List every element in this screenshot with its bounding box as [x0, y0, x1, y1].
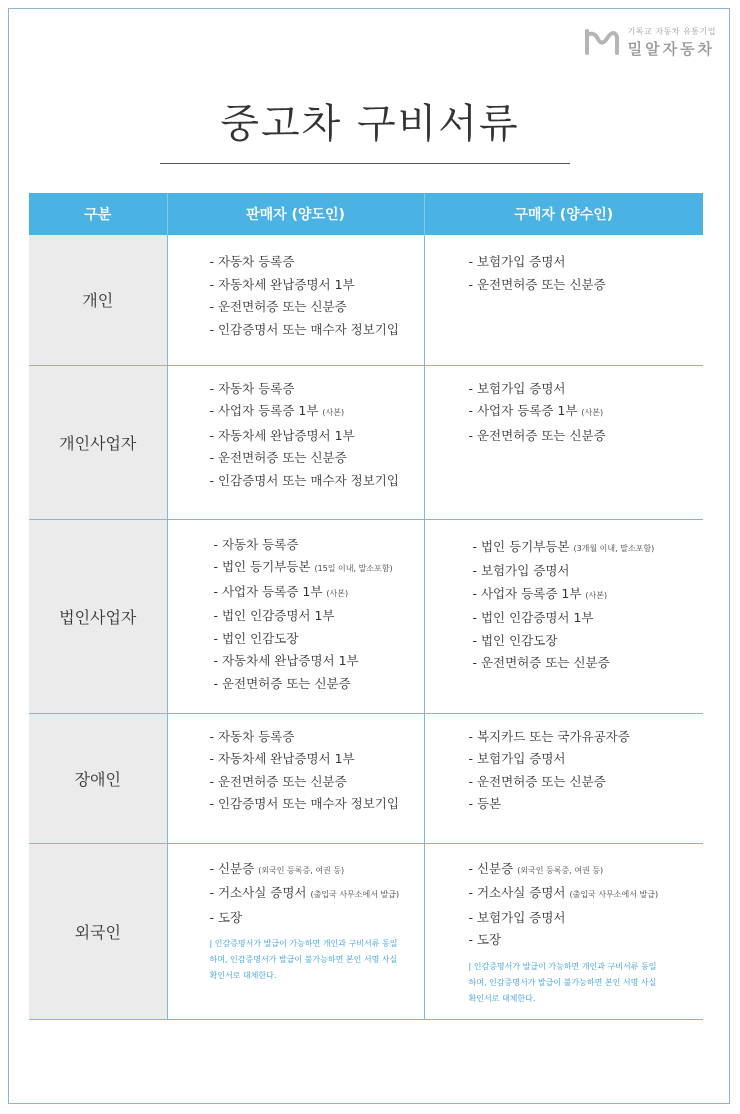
seller-documents-cell	[167, 713, 424, 843]
list-item	[210, 296, 424, 319]
seller-documents-list	[214, 534, 424, 696]
item-note: (외국인 등록증, 여권 등)	[517, 865, 604, 875]
header-seller: 판매자 (양도인)	[167, 193, 424, 235]
buyer-documents-list	[469, 726, 704, 816]
item-text: - 법인 인감증명서 1부	[213, 608, 335, 623]
row-category: 개인	[29, 235, 167, 365]
seller-documents-cell	[167, 235, 424, 365]
list-item	[469, 929, 704, 952]
item-text: - 운전면허증 또는 신분증	[468, 773, 606, 789]
list-item	[210, 907, 424, 930]
list-item	[469, 907, 704, 930]
item-text: - 운전면허증 또는 신분증	[209, 299, 347, 314]
list-item	[210, 251, 424, 274]
list-item	[473, 607, 704, 630]
buyer-documents-list	[469, 858, 704, 952]
item-note: (3개월 이내, 말소포함)	[573, 543, 655, 553]
item-note: (15일 이내, 말소포함)	[314, 564, 393, 573]
list-item	[210, 470, 424, 493]
list-item	[210, 274, 424, 297]
item-text: - 인감증명서 또는 매수자 정보기입	[209, 321, 399, 337]
row-category: 장애인	[29, 713, 167, 843]
item-text: - 자동차 등록증	[209, 380, 295, 396]
row-category: 법인사업자	[29, 519, 167, 713]
list-item	[469, 274, 704, 297]
seller-documents-cell	[167, 519, 424, 713]
item-text: - 사업자 등록증 1부	[468, 403, 578, 418]
item-note: (사본)	[585, 590, 608, 600]
item-note: (출입국 사무소에서 발급)	[310, 890, 400, 899]
list-item	[210, 748, 424, 771]
item-text: - 운전면허증 또는 신분증	[209, 773, 347, 789]
list-item	[473, 536, 704, 561]
list-item	[469, 425, 704, 448]
list-item	[469, 726, 704, 749]
table-row	[29, 713, 703, 843]
item-text: - 보험가입 증명서	[472, 563, 570, 578]
seller-documents-cell	[167, 365, 424, 519]
item-text: - 법인 등기부등본	[472, 538, 570, 554]
page-title: 중고차 구비서류	[220, 101, 520, 147]
item-text: - 도장	[209, 909, 243, 925]
brand-logo	[584, 24, 716, 60]
list-item	[210, 771, 424, 794]
table-row	[29, 365, 703, 519]
list-item	[214, 534, 424, 557]
buyer-documents-cell	[424, 713, 703, 843]
item-text: - 법인 인감도장	[213, 630, 299, 646]
item-text: - 운전면허증 또는 신분증	[213, 675, 351, 691]
item-text: - 자동차 등록증	[209, 254, 295, 269]
item-note: (사본)	[326, 588, 349, 598]
item-text: - 거소사실 증명서	[468, 885, 566, 900]
item-text: - 운전면허증 또는 신분증	[468, 276, 606, 292]
item-text: - 신분증	[209, 860, 255, 876]
buyer-documents-cell	[424, 365, 703, 519]
list-item	[473, 583, 704, 608]
list-item	[210, 858, 424, 883]
list-item	[469, 400, 704, 425]
buyer-documents-list	[473, 536, 704, 675]
list-item	[210, 882, 424, 907]
table-row	[29, 519, 703, 713]
list-item	[469, 858, 704, 883]
item-text: - 보험가입 증명서	[468, 380, 566, 396]
table-row	[29, 235, 703, 365]
list-item	[469, 793, 704, 816]
item-text: - 법인 인감도장	[472, 632, 558, 648]
list-item	[469, 378, 704, 401]
logo-text	[628, 26, 716, 59]
list-item	[210, 319, 424, 342]
row-category: 개인사업자	[29, 365, 167, 519]
buyer-documents-list	[469, 251, 704, 296]
table-header-row	[29, 193, 703, 235]
item-text: - 운전면허증 또는 신분증	[209, 450, 347, 465]
item-text: - 운전면허증 또는 신분증	[468, 427, 606, 443]
list-item	[469, 251, 704, 274]
item-text: - 자동차 등록증	[213, 536, 299, 552]
list-item	[473, 560, 704, 583]
item-text: - 인감증명서 또는 매수자 정보기입	[209, 796, 399, 811]
list-item	[214, 556, 424, 581]
list-item	[469, 771, 704, 794]
buyer-documents-cell	[424, 843, 703, 1019]
item-text: - 자동차세 완납증명서 1부	[209, 427, 355, 443]
item-text: - 보험가입 증명서	[468, 751, 566, 766]
item-text: - 운전면허증 또는 신분증	[472, 655, 610, 670]
item-text: - 보험가입 증명서	[468, 909, 566, 925]
list-item	[469, 882, 704, 907]
seller-documents-list	[210, 726, 424, 816]
list-item	[210, 447, 424, 470]
buyer-footnote: | 인감증명서가 발급이 가능하면 개인과 구비서류 동일하며, 인감증명서가 발급이 불가능하면 본인 서명 사실 확인서로 대체한다.	[468, 961, 657, 1003]
seller-documents-cell	[167, 843, 424, 1019]
title-divider	[160, 163, 570, 164]
list-item	[210, 425, 424, 448]
item-text: - 인감증명서 또는 매수자 정보기입	[209, 472, 399, 488]
list-item	[210, 400, 424, 425]
item-text: - 자동차세 완납증명서 1부	[209, 276, 355, 292]
logo-name: 밀알자동차	[627, 39, 716, 58]
item-text: - 법인 등기부등본	[213, 559, 311, 574]
item-text: - 자동차 등록증	[209, 728, 295, 744]
item-text: - 거소사실 증명서	[209, 885, 307, 900]
header-category: 구분	[29, 193, 167, 235]
row-category: 외국인	[29, 843, 167, 1019]
buyer-documents-cell	[424, 235, 703, 365]
list-item	[473, 652, 704, 675]
list-item	[473, 630, 704, 653]
item-text: - 등본	[468, 796, 502, 811]
list-item	[214, 673, 424, 696]
item-text: - 사업자 등록증 1부	[209, 403, 319, 418]
list-item	[210, 378, 424, 401]
item-text: - 복지카드 또는 국가유공자증	[468, 728, 630, 744]
item-text: - 신분증	[468, 860, 514, 876]
item-note: (출입국 사무소에서 발급)	[569, 890, 659, 899]
documents-table	[29, 193, 703, 1020]
item-text: - 보험가입 증명서	[468, 254, 566, 269]
seller-documents-list	[210, 251, 424, 341]
table-row	[29, 843, 703, 1019]
buyer-documents-list	[469, 378, 704, 448]
item-text: - 사업자 등록증 1부	[472, 585, 582, 601]
buyer-documents-cell	[424, 519, 703, 713]
list-item	[469, 748, 704, 771]
seller-documents-list	[210, 858, 424, 930]
list-item	[214, 581, 424, 606]
list-item	[210, 793, 424, 816]
logo-tagline: 기독교 자동차 유통기업	[627, 26, 716, 36]
item-note: (외국인 등록증, 여권 등)	[258, 865, 345, 875]
item-note: (사본)	[322, 408, 345, 417]
item-text: - 자동차세 완납증명서 1부	[209, 751, 355, 766]
list-item	[214, 628, 424, 651]
list-item	[210, 726, 424, 749]
logo-mark-icon	[584, 27, 620, 57]
item-text: - 사업자 등록증 1부	[213, 583, 323, 599]
item-note: (사본)	[581, 408, 604, 417]
item-text: - 자동차세 완납증명서 1부	[213, 653, 359, 668]
seller-documents-list	[210, 378, 424, 493]
list-item	[214, 605, 424, 628]
item-text: - 도장	[468, 932, 502, 947]
header-buyer: 구매자 (양수인)	[424, 193, 703, 235]
seller-footnote: | 인감증명서가 발급이 가능하면 개인과 구비서류 동일하며, 인감증명서가 발급이 불가능하면 본인 서명 사실 확인서로 대체한다.	[209, 939, 398, 980]
item-text: - 법인 인감증명서 1부	[472, 610, 594, 625]
list-item	[214, 650, 424, 673]
